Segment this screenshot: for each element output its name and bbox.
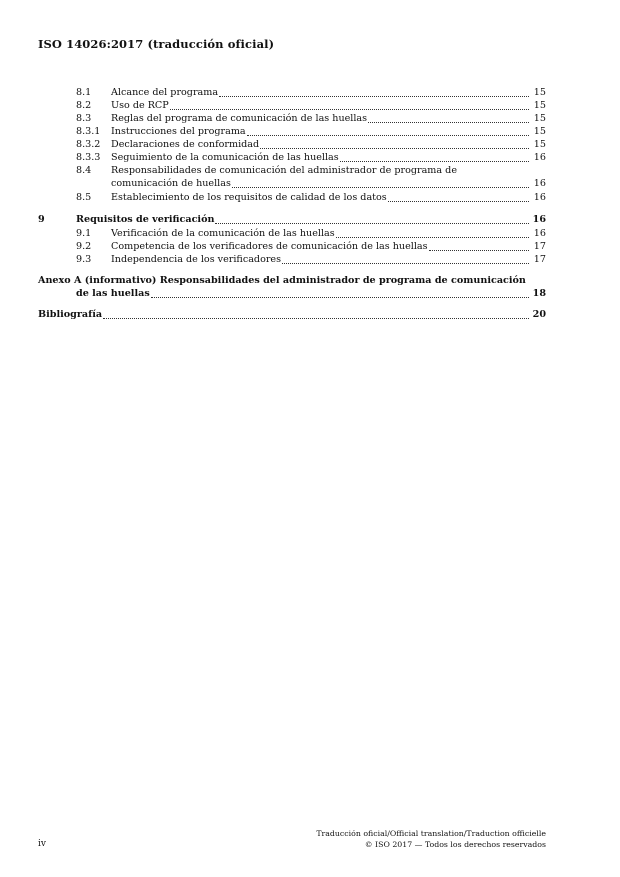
toc-entry-9-3[interactable] xyxy=(76,254,546,266)
toc-title: Declaraciones de conformidad xyxy=(111,139,260,150)
toc-leader-dots xyxy=(368,121,529,123)
page-header-title: ISO 14026:2017 (traducción oficial) xyxy=(38,37,275,51)
toc-leader-dots xyxy=(170,108,529,110)
toc-number: 9.2 xyxy=(76,241,92,252)
toc-title: Requisitos de verificación xyxy=(76,214,215,225)
toc-leader-dots xyxy=(336,236,529,238)
toc-leader-dots xyxy=(247,134,529,136)
toc-page: 17 xyxy=(533,254,546,265)
toc-entry-8-2[interactable] xyxy=(76,100,546,112)
toc-title: Seguimiento de la comunicación de las huellas xyxy=(111,152,339,163)
toc-title: Alcance del programa xyxy=(111,87,219,98)
toc-number: 8.3.1 xyxy=(76,126,101,137)
toc-title: Competencia de los verificadores de comunicación de las huellas xyxy=(111,241,428,252)
toc-entry-9-2[interactable] xyxy=(76,241,546,253)
toc-leader-dots xyxy=(282,262,529,264)
toc-entry-8-1[interactable] xyxy=(76,87,546,99)
footer-copyright-line: © ISO 2017 — Todos los derechos reservados xyxy=(364,840,546,849)
toc-leader-dots xyxy=(232,186,529,188)
toc-page: 15 xyxy=(533,113,546,124)
toc-entry-8-3-3[interactable] xyxy=(76,152,546,164)
toc-title: Verificación de la comunicación de las huellas xyxy=(111,228,335,239)
toc-entry-8-4-number: 8.4 xyxy=(76,165,92,176)
toc-title: Uso de RCP xyxy=(111,100,169,111)
toc-number: 8.3.2 xyxy=(76,139,101,150)
toc-leader-dots xyxy=(103,317,529,319)
footer-translation-line: Traducción oficial/Official translation/Traduction officielle xyxy=(316,829,546,838)
toc-leader-dots xyxy=(151,296,529,298)
toc-page: 16 xyxy=(533,152,546,163)
toc-entry-8-3[interactable] xyxy=(76,113,546,125)
toc-leader-dots xyxy=(429,249,529,251)
toc-entry-8-3-1[interactable] xyxy=(76,126,546,138)
toc-number: 8.1 xyxy=(76,87,92,98)
toc-page: 16 xyxy=(533,228,546,239)
toc-page: 16 xyxy=(532,214,546,225)
toc-leader-dots xyxy=(215,222,529,224)
toc-entry-9[interactable] xyxy=(38,214,546,226)
toc-page: 18 xyxy=(532,288,546,299)
toc-number: 9.3 xyxy=(76,254,92,265)
toc-entry-8-4[interactable] xyxy=(111,178,546,190)
toc-page: 17 xyxy=(533,241,546,252)
toc-entry-8-4-title-line1[interactable]: Responsabilidades de comunicación del administrador de programa de xyxy=(111,165,457,176)
toc-entry-8-5[interactable] xyxy=(76,192,546,204)
toc-page: 15 xyxy=(533,139,546,150)
toc-page: 15 xyxy=(533,126,546,137)
toc-entry-annex-a-title-line1[interactable]: Anexo A (informativo) Responsabilidades del administrador de programa de comunicación xyxy=(38,275,526,286)
toc-page: 16 xyxy=(533,192,546,203)
toc-page: 15 xyxy=(533,87,546,98)
toc-number: 9 xyxy=(38,214,45,225)
toc-number: 8.3.3 xyxy=(76,152,101,163)
toc-number: 8.3 xyxy=(76,113,92,124)
toc-entry-9-1[interactable] xyxy=(76,228,546,240)
page-footer xyxy=(316,828,546,850)
toc-leader-dots xyxy=(219,95,529,97)
toc-title: comunicación de huellas xyxy=(111,178,231,189)
toc-title: Instrucciones del programa xyxy=(111,126,246,137)
toc-title: Independencia de los verificadores xyxy=(111,254,282,265)
toc-title: Bibliografía xyxy=(38,309,103,320)
toc-title: de las huellas xyxy=(76,288,150,299)
toc-leader-dots xyxy=(260,147,529,149)
toc-number: 8.2 xyxy=(76,100,92,111)
toc-page: 15 xyxy=(533,100,546,111)
toc-leader-dots xyxy=(340,160,529,162)
footer-page-number: iv xyxy=(38,839,46,849)
toc-number: 9.1 xyxy=(76,228,92,239)
toc-entry-annex-a[interactable] xyxy=(76,288,546,300)
toc-entry-bibliography[interactable] xyxy=(38,309,546,321)
toc-page: 20 xyxy=(532,309,546,320)
toc-title: Reglas del programa de comunicación de las huellas xyxy=(111,113,368,124)
toc-entry-8-3-2[interactable] xyxy=(76,139,546,151)
toc-number: 8.5 xyxy=(76,192,92,203)
toc-page: 16 xyxy=(533,178,546,189)
toc-leader-dots xyxy=(388,200,529,202)
toc-title: Establecimiento de los requisitos de calidad de los datos xyxy=(111,192,387,203)
